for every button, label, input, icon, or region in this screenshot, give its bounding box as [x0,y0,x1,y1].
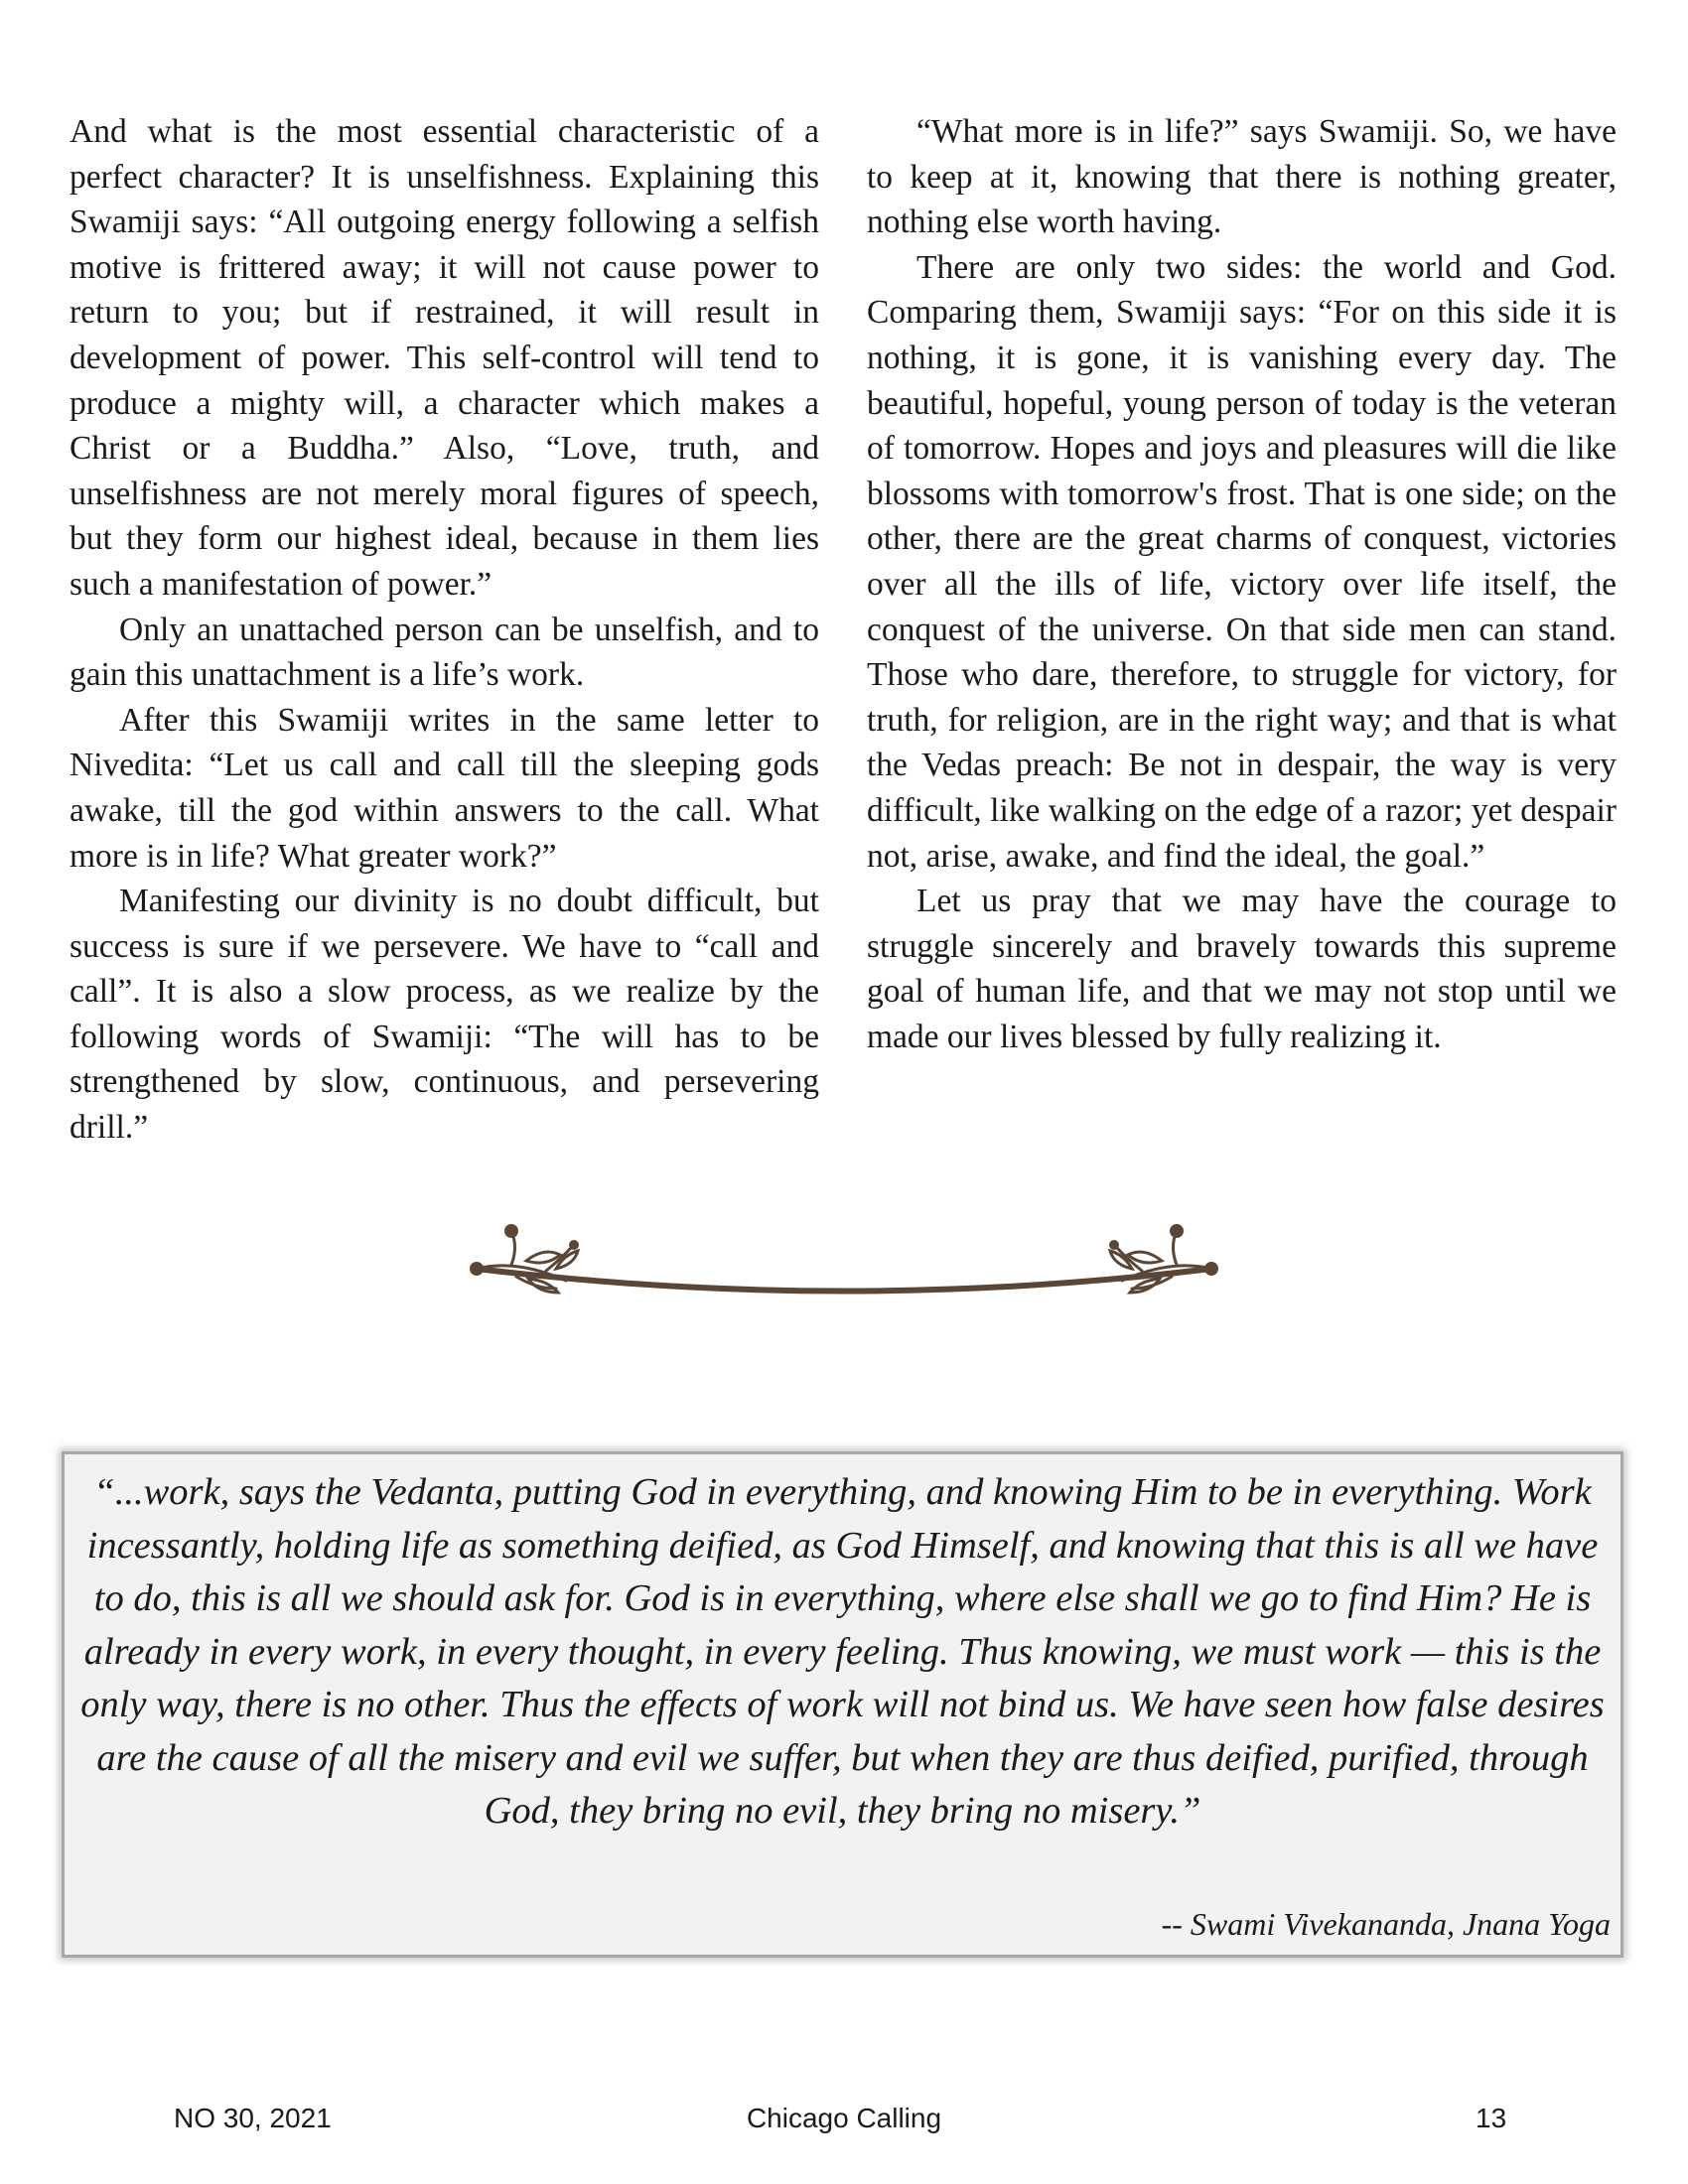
footer-publication: Chicago Calling [746,2103,942,2133]
paragraph: Let us pray that we may have the courage to struggle sincerely and bravely towards this supreme goal of human life, and that we may not stop until we made our lives blessed by fully realizing it. [867,883,1617,1055]
paragraph: Only an unattached person can be unselfish, and to gain this unattachment is a life’s work. [70,611,819,694]
paragraph: Manifesting our divinity is no doubt difficult, but success is sure if we persevere. We have to “call and call”. It is also a slow process, as we realize by the following words of Swamiji: “The will has to be strengthened by slow, continuous, and persevering drill.” [70,883,819,1147]
quote-attribution: -- Swami Vivekananda, Jnana Yoga [1161,1906,1611,1942]
branch-divider-icon [457,1219,1231,1338]
quote-box [62,1451,1623,1958]
paragraph: “What more is in life?” says Swamiji. So, we have to keep at it, knowing that there is nothing greater, nothing else worth having. [867,113,1617,241]
paragraph: There are only two sides: the world and God. Comparing them, Swamiji says: “For on this side it is nothing, it is gone, it is vanishing every day. The beautiful, hopeful, young person of today is the veteran of tomorrow. Hopes and joys and pleasures will die like blossoms with tomorrow's frost. That is one side; on the other, there are the great charms of conquest, victories over all the ills of life, victory over life itself, the conquest of the universe. On that side men can stand. Those who dare, therefore, to struggle for victory, for truth, for religion, are in the right way; and that is what the Vedas preach: Be not in despair, the way is very difficult, like walking on the edge of a razor; yet despair not, arise, awake, and find the ideal, the goal.” [867,248,1617,875]
footer-page-number: 13 [1476,2103,1507,2133]
paragraph: After this Swamiji writes in the same letter to Nivedita: “Let us call and call till the sleeping gods awake, till the god within answers to the call. What more is in life? What greater work?” [70,701,819,875]
left-column [70,109,819,1151]
right-column [867,109,1617,1059]
footer-date: NO 30, 2021 [174,2103,332,2133]
paragraph: And what is the most essential characteristic of a perfect character? It is unselfishness. Explaining this Swamiji says: “All outgoing energy following a selfish motive is frittered away; it will not cause power to return to you; but if restrained, it will result in development of power. This self-control will tend to produce a mighty will, a character which makes a Christ or a Buddha.” Also, “Love, truth, and unselfishness are not merely moral figures of speech, but they form our highest ideal, because in them lies such a manifestation of power.” [70,113,819,603]
quote-text: “...work, says the Vedanta, putting God in everything, and knowing Him to be in everything. Work incessantly, holding life as something deified, as God Himself, and knowing that this is all we have to do, this is all we should ask for. God is in everything, where else shall we go to find Him? He is already in every work, in every thought, in every feeling. Thus knowing, we must work — this is the only way, there is no other. Thus the effects of work will not bind us. We have seen how false desires are the cause of all the misery and evil we suffer, but when they are thus deified, purified, through God, they bring no evil, they bring no misery.” [80,1471,1605,1832]
